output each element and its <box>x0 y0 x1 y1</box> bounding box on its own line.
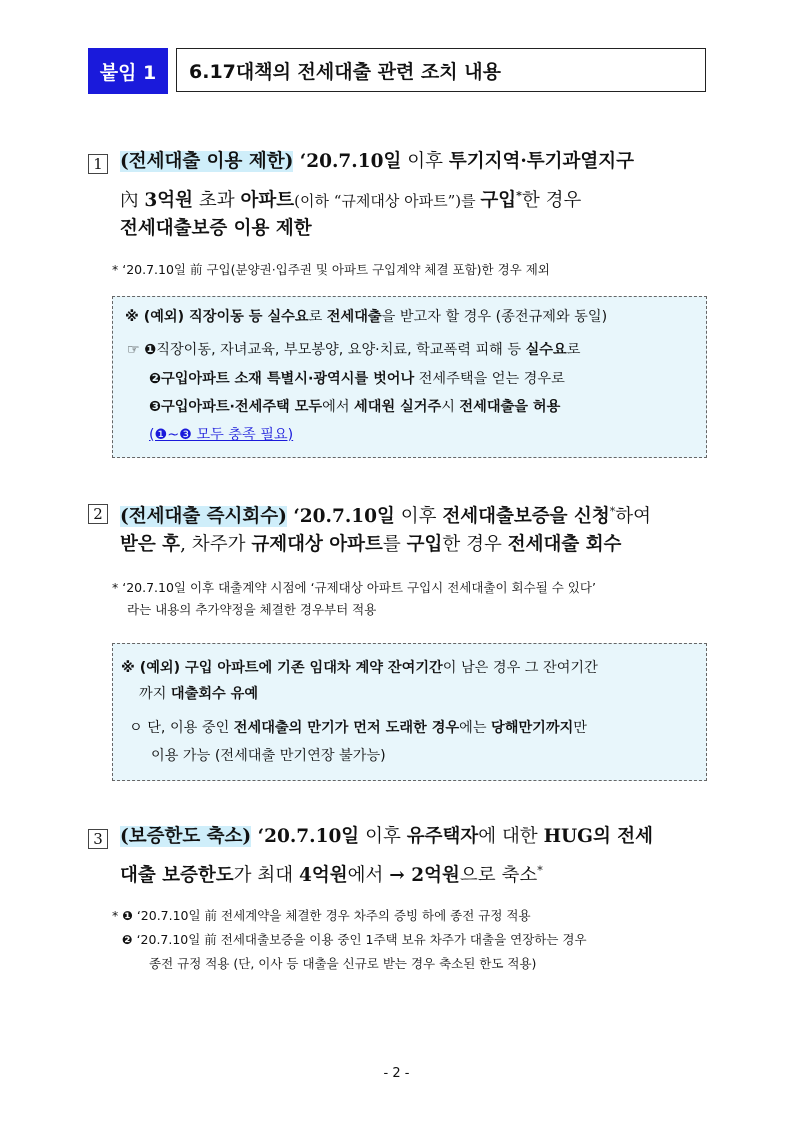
footnote-star: * <box>609 505 616 518</box>
s1-purchase: 구입 <box>480 190 517 212</box>
s1-box-line-3 <box>149 367 565 392</box>
s1-text: (이하 “규제대상 아파트”)를 <box>294 192 481 211</box>
number-3-icon: ❸ <box>149 399 162 415</box>
s2-line-1 <box>120 497 651 532</box>
s1-text: 한 경우 <box>521 190 582 212</box>
box-text: 전세대출을 허용 <box>459 399 561 415</box>
s2-box-line-2 <box>139 682 258 707</box>
s1-footnote <box>112 260 550 280</box>
s3-heading: (보증한도 축소) <box>120 826 252 847</box>
s2-text: 하여 <box>615 506 651 528</box>
s3-text: → 2억원 <box>389 865 460 887</box>
footnote-text: ‘20.7.10일 이후 대출계약 시점에 ‘규제대상 아파트 구입시 전세대출이 회수될 수 있다’ <box>122 580 596 595</box>
box-text: 전세대출의 만기가 먼저 도래한 경우 <box>233 720 460 736</box>
s2-text: , 차주가 <box>180 534 252 555</box>
box-text: 실수요 <box>525 342 567 358</box>
s3-text: 에 대한 <box>478 826 544 847</box>
footnote-star: * <box>516 189 522 202</box>
s1-date: ‘20.7.10일 <box>293 151 402 172</box>
page-title-text: 6.17대책의 전세대출 관련 조치 내용 <box>189 60 501 83</box>
s2-footnote-2: 라는 내용의 추가약정을 체결한 경우부터 적용 <box>127 602 377 617</box>
s1-text: 內 <box>120 190 145 212</box>
number-1-icon: ❶ <box>122 908 133 923</box>
s3-line-2 <box>120 856 543 891</box>
box-text: 대출회수 유예 <box>170 686 259 702</box>
s3-line-1 <box>120 822 653 852</box>
section-number-3: 3 <box>88 829 108 849</box>
attachment-badge: 붙임 1 <box>88 48 168 94</box>
s1-exception-box <box>112 296 707 458</box>
box-text: ※ (예외) 구입 아파트에 기존 임대차 계약 잔여기간 <box>121 660 443 676</box>
s1-text: 이후 <box>401 151 449 172</box>
s1-region: 투기지역·투기과열지구 <box>448 151 635 172</box>
box-text: 을 받고자 할 경우 (종전규제와 동일) <box>381 309 608 325</box>
s1-apt: 아파트 <box>240 190 295 212</box>
s1-text: 초과 <box>193 190 241 212</box>
footnote-star: * <box>112 262 119 277</box>
s2-box-line-4: 이용 가능 (전세대출 만기연장 불가능) <box>151 748 386 764</box>
s2-text: 전세대출 회수 <box>507 534 622 555</box>
s3-text: 유주택자 <box>406 826 479 847</box>
s2-text: 한 경우 <box>442 534 508 555</box>
box-text: 전세대출 <box>326 309 382 325</box>
box-text: 에서 <box>322 399 355 415</box>
box-text: 구입아파트·전세주택 모두 <box>161 399 323 415</box>
box-text: 구입아파트 소재 특별시·광역시를 벗어나 <box>161 371 415 387</box>
s3-text: 4억원 <box>299 865 348 887</box>
s3-text: 에서 <box>347 865 390 887</box>
box-text: 세대원 실거주 <box>354 399 442 415</box>
s2-box-line-1 <box>121 656 598 681</box>
s2-date: ‘20.7.10일 <box>286 506 395 528</box>
s1-box-line-1 <box>125 305 607 330</box>
box-text: 로 <box>566 342 581 358</box>
number-2-icon: ❷ <box>149 371 162 387</box>
footnote-text: ‘20.7.10일 前 전세계약을 체결한 경우 차주의 증빙 하에 종전 규정 적용 <box>136 908 531 923</box>
s1-amount: 3억원 <box>144 190 194 212</box>
s3-text: 대출 보증한도 <box>120 865 234 887</box>
s1-line-2 <box>120 181 581 216</box>
box-text: 직장이동, 자녀교육, 부모봉양, 요양·치료, 학교폭력 피해 등 <box>156 342 526 358</box>
s3-footnote-3: 종전 규정 적용 (단, 이사 등 대출을 신규로 받는 경우 축소된 한도 적용) <box>149 956 537 971</box>
page-number: - 2 - <box>383 1066 410 1081</box>
number-1-icon: ❶ <box>144 342 157 358</box>
s2-text: 구입 <box>406 534 443 555</box>
s2-text: 규제대상 아파트 <box>251 534 383 555</box>
footnote-star: * <box>112 908 119 923</box>
section-number-1: 1 <box>88 154 108 174</box>
s1-line-3: 전세대출보증 이용 제한 <box>120 218 312 239</box>
box-text: 에는 <box>459 720 492 736</box>
footnote-text: ‘20.7.10일 前 전세대출보증을 이용 중인 1주택 보유 차주가 대출을 연장하는 경우 <box>136 932 587 947</box>
pointing-hand-icon: ☞ <box>127 342 145 358</box>
box-text: 로 <box>308 309 327 325</box>
s3-footnote-2 <box>122 930 587 950</box>
s3-text: 가 최대 <box>233 865 300 887</box>
box-text: ㅇ 단, 이용 중인 <box>129 720 234 736</box>
box-text: 까지 <box>139 686 171 702</box>
s1-box-line-2 <box>127 338 580 363</box>
s2-heading: (전세대출 즉시회수) <box>120 506 287 528</box>
s2-text: 받은 후 <box>120 534 181 555</box>
s2-line-2 <box>120 530 621 560</box>
box-text: 당해만기까지 <box>491 720 574 736</box>
s1-box-line-4 <box>149 395 560 420</box>
s1-box-condition-link[interactable]: (❶~❸ 모두 충족 필요) <box>149 427 294 443</box>
box-text: 전세주택을 얻는 경우로 <box>414 371 565 387</box>
s2-footnote-1 <box>112 578 596 598</box>
box-text: 시 <box>441 399 460 415</box>
s2-text: 전세대출보증을 신청 <box>442 506 610 528</box>
number-2-icon: ❷ <box>122 932 133 947</box>
footnote-star: * <box>112 580 119 595</box>
section-number-2: 2 <box>88 504 108 524</box>
s3-text: 이후 <box>359 826 407 847</box>
footnote-text: ‘20.7.10일 前 구입(분양권·입주권 및 아파트 구입계약 체결 포함)한 경우 제외 <box>122 262 550 277</box>
box-text: 만 <box>573 720 587 736</box>
box-text: 이 남은 경우 그 잔여기간 <box>442 660 598 676</box>
s2-text: 를 <box>382 534 407 555</box>
s3-text: 으로 축소 <box>459 865 538 887</box>
s2-box-line-3 <box>129 716 587 741</box>
page-title <box>176 48 706 92</box>
s1-line-1 <box>120 147 634 177</box>
s1-heading: (전세대출 이용 제한) <box>120 151 294 172</box>
s2-text: 이후 <box>394 506 443 528</box>
footnote-star: * <box>537 864 543 877</box>
s3-footnote-1 <box>112 906 531 926</box>
s3-text: HUG의 전세 <box>543 826 654 847</box>
box-text: ※ (예외) 직장이동 등 실수요 <box>125 309 309 325</box>
s3-date: ‘20.7.10일 <box>251 826 360 847</box>
s2-exception-box <box>112 643 707 781</box>
